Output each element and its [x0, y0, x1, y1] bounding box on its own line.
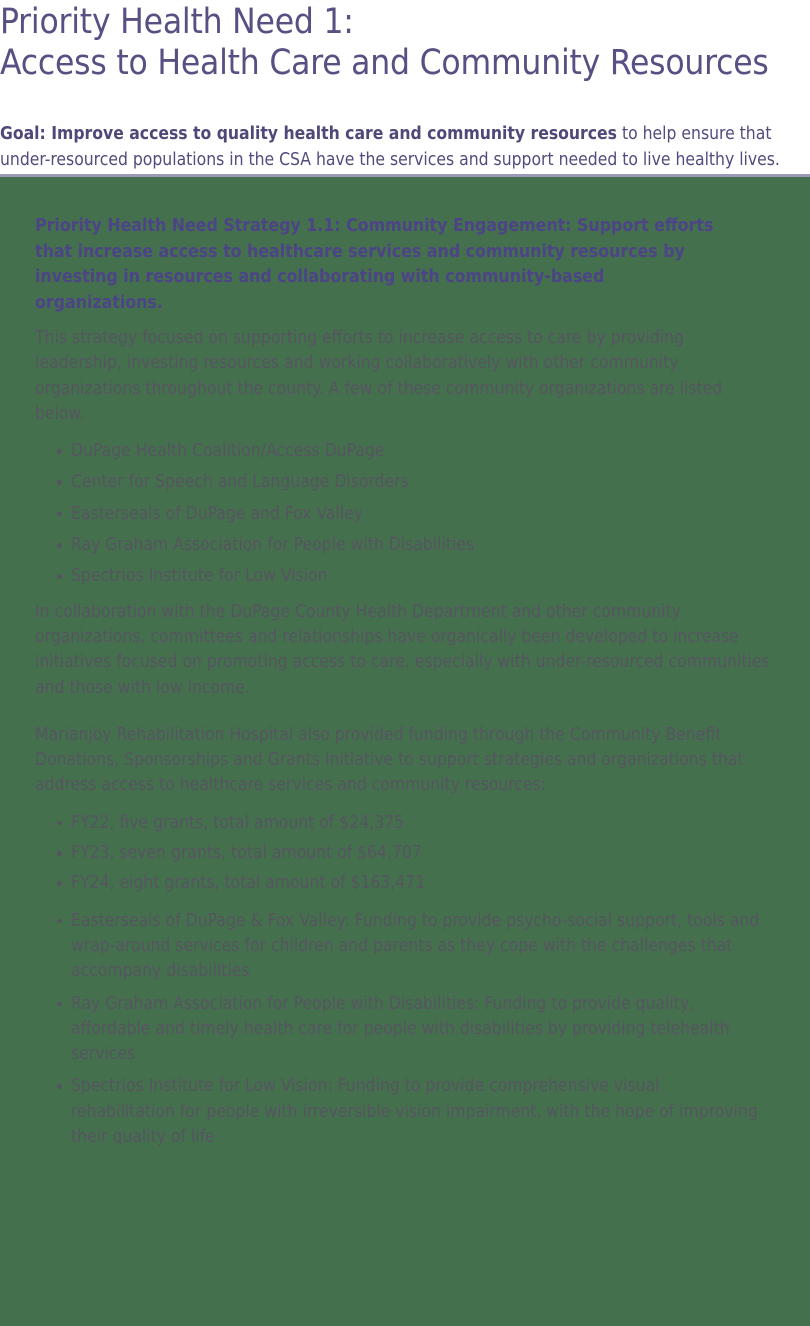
list-item: DuPage Health Coalition/Access DuPage	[35, 439, 775, 464]
grant-details-list	[35, 909, 775, 1151]
list-item: FY23, seven grants, total amount of $64,707	[35, 841, 775, 866]
grants-summary-list	[35, 811, 775, 897]
list-item: Center for Speech and Language Disorders	[35, 470, 775, 495]
strategy-intro-paragraph: This strategy focused on supporting efforts to increase access to care by providing leadership, investing resources and working collaboratively with other community organizations throughout the county. A few of these community organizations are listed below.	[35, 328, 723, 424]
list-item: Ray Graham Association for People with Disabilities	[35, 533, 775, 558]
funding-paragraph: Marianjoy Rehabilitation Hospital also provided funding through the Community Benefit Donations, Sponsorships and Grants Initiative to support strategies and organizations that address access to healthcare services and community resources:	[35, 724, 744, 796]
page-title	[0, 2, 800, 84]
list-item: Spectrios Institute for Low Vision	[35, 564, 775, 589]
list-item: Spectrios Institute for Low Vision: Funding to provide comprehensive visual rehabilitation for people with irreversible vision impairment, with the hope of improving their quality of life	[35, 1074, 761, 1150]
list-item: Easterseals of DuPage & Fox Valley: Funding to provide psycho-social support, tools and wrap-around services for children and parents as they cope with the challenges that accompany disabilities	[35, 909, 761, 985]
organizations-list	[35, 439, 775, 589]
page-title-line-1: Priority Health Need 1:	[0, 2, 354, 42]
strategy-heading: Priority Health Need Strategy 1.1: Community Engagement: Support efforts that increase access to healthcare services and community resources by investing in resources and collaborating with community-based organizations.	[35, 216, 714, 313]
body-content	[35, 214, 775, 1160]
paragraph-spacer	[35, 709, 775, 723]
goal-statement-rest: to help ensure that under-resourced populations in the CSA have the services and support needed to live healthy lives.	[0, 124, 780, 171]
page-title-line-2: Access to Health Care and Community Resources	[0, 43, 769, 83]
goal-statement-bold: Goal: Improve access to quality health care and community resources	[0, 124, 617, 145]
list-item: Ray Graham Association for People with Disabilities: Funding to provide quality, affordable and timely health care for people with disabilities by providing telehealth services	[35, 992, 761, 1068]
list-item: Easterseals of DuPage and Fox Valley	[35, 502, 775, 527]
collaboration-paragraph: In collaboration with the DuPage County Health Department and other community organizations, committees and relationships have organically been developed to increase initiatives focused on promoting access to care, especially with under-resourced communities and those with low income.	[35, 601, 770, 698]
list-item: FY24, eight grants, total amount of $163,471	[35, 871, 775, 896]
goal-statement	[0, 121, 806, 173]
page-header	[0, 0, 810, 176]
body-region	[0, 177, 810, 1326]
list-item: FY22, five grants, total amount of $24,375	[35, 811, 775, 836]
